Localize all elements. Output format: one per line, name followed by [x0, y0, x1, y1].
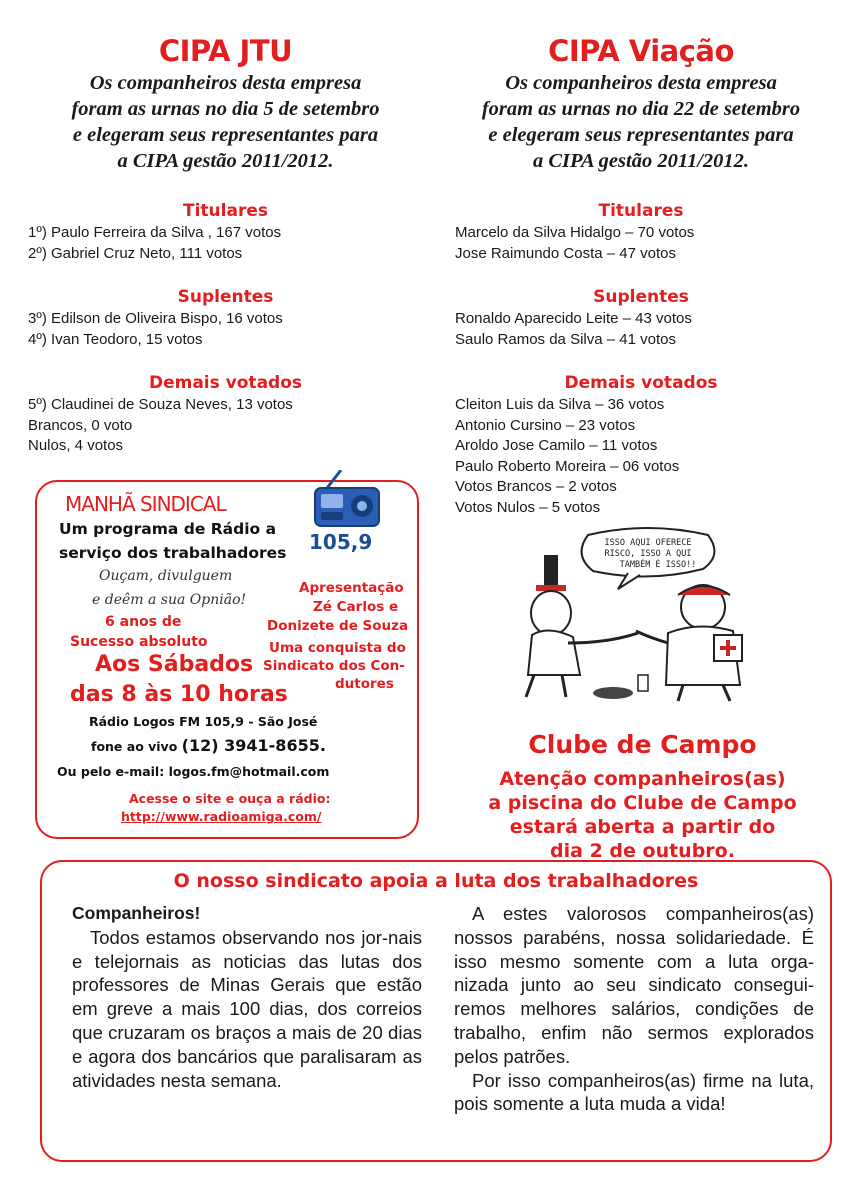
union-support-right-column [454, 902, 814, 1116]
safety-cartoon-illustration [518, 525, 773, 705]
suplentes-heading: Suplentes [593, 287, 689, 307]
radio-subtitle: Um programa de Rádio a [59, 520, 277, 538]
list-item: Brancos, 0 voto [28, 416, 133, 434]
list-item: Jose Raimundo Costa – 47 votos [455, 244, 676, 262]
cipa-viacao-intro [455, 70, 827, 174]
intro-line: a CIPA gestão 2011/2012. [532, 150, 750, 172]
list-item: Antonio Cursino – 23 votos [455, 416, 636, 434]
clube-line: estará aberta a partir do [509, 816, 776, 838]
demais-heading: Demais votados [148, 373, 303, 393]
radio-frequency: 105,9 [309, 530, 373, 554]
intro-line: Os companheiros desta empresa [89, 72, 362, 94]
list-item: Cleiton Luis da Silva – 36 votos [455, 396, 665, 413]
demais-list [28, 395, 293, 457]
radio-handwritten-note: Ouçam, divulguem [99, 568, 233, 584]
union-support-box [40, 860, 832, 1162]
suplentes-list [28, 309, 283, 350]
list-item: Ronaldo Aparecido Leite – 43 votos [455, 310, 692, 327]
radio-conquista-line: Sindicato dos Con- [263, 658, 405, 674]
radio-presenters-line: Zé Carlos e [313, 599, 399, 615]
clube-line: Atenção companheiros(as) [499, 768, 786, 790]
intro-line: foram as urnas no dia 5 de setembro [71, 98, 380, 120]
radio-success-line: 6 anos de [105, 614, 182, 630]
radio-program-title: MANHÃ SINDICAL [65, 492, 226, 516]
radio-hours: das 8 às 10 horas [70, 682, 288, 707]
radio-conquista-line: Uma conquista do [269, 640, 406, 656]
list-item: Aroldo Jose Camilo – 11 votos [455, 437, 658, 454]
list-item: Saulo Ramos da Silva – 41 votos [455, 330, 676, 348]
union-support-title: O nosso sindicato apoia a luta dos trabalhadores [173, 870, 699, 892]
radio-subtitle: serviço dos trabalhadores [59, 544, 287, 562]
radio-presenters-line: Donizete de Souza [267, 618, 409, 634]
intro-line: e elegeram seus representantes para [72, 124, 379, 146]
titulares-heading: Titulares [598, 201, 684, 221]
list-item: Paulo Roberto Moreira – 06 votos [455, 457, 680, 475]
list-item: Votos Brancos – 2 votos [455, 478, 617, 495]
titulares-list [455, 223, 694, 264]
suplentes-heading: Suplentes [177, 287, 274, 307]
intro-line: Os companheiros desta empresa [505, 72, 777, 94]
radio-site-label: Acesse o site e ouça a rádio: [129, 791, 331, 806]
demais-heading: Demais votados [564, 373, 718, 393]
intro-line: foram as urnas no dia 22 de setembro [481, 98, 801, 120]
radio-day: Aos Sábados [95, 652, 254, 677]
cartoon-speech-line: ISSO AQUI OFERECE [604, 538, 692, 548]
cipa-jtu-title: CIPA JTU [158, 34, 293, 68]
cartoon-speech-line: RISCO, ISSO A QUI [604, 549, 692, 559]
clube-notice [440, 767, 845, 863]
intro-line: e elegeram seus representantes para [488, 124, 794, 146]
radio-station-name: Rádio Logos FM 105,9 - São José [89, 714, 318, 729]
radio-handwritten-note: e deêm a sua Opnião! [92, 592, 247, 608]
cartoon-speech-line: TAMBÉM É ISSO!! [619, 560, 697, 570]
radio-phone-number: (12) 3941-8655. [181, 736, 326, 755]
intro-line: a CIPA gestão 2011/2012. [117, 150, 334, 172]
radio-email: Ou pelo e-mail: logos.fm@hotmail.com [57, 764, 330, 779]
list-item: 2º) Gabriel Cruz Neto, 111 votos [28, 244, 243, 262]
list-item: 5º) Claudinei de Souza Neves, 13 votos [28, 396, 293, 413]
cipa-jtu-intro [28, 70, 423, 174]
greeting: Companheiros! [72, 903, 201, 923]
list-item: Marcelo da Silva Hidalgo – 70 votos [455, 224, 695, 241]
paragraph: A estes valorosos companheiros(as) nossos parabéns, nossa solidariedade. É isso mesmo somente com a luta orga-nizada junto ao seu sindicato consegui-remos melhores salários, condições de trabalho, enfim não sermos explorados pelos patrões. [454, 903, 814, 1067]
suplentes-list [455, 309, 692, 350]
list-item: 1º) Paulo Ferreira da Silva , 167 votos [28, 224, 282, 241]
radio-site-link[interactable]: http://www.radioamiga.com/ [121, 809, 322, 824]
demais-list [455, 395, 679, 518]
radio-success-line: Sucesso absoluto [70, 634, 208, 650]
radio-conquista-line: dutores [335, 676, 394, 692]
cipa-viacao-title: CIPA Viação [548, 34, 734, 68]
titulares-list [28, 223, 281, 264]
clube-line: a piscina do Clube de Campo [488, 792, 797, 814]
list-item: 3º) Edilson de Oliveira Bispo, 16 votos [28, 310, 283, 327]
titulares-heading: Titulares [183, 201, 268, 221]
list-item: Votos Nulos – 5 votos [455, 498, 601, 516]
list-item: Nulos, 4 votos [28, 437, 124, 454]
radio-phone-line [91, 736, 326, 755]
radio-program-box [35, 480, 419, 839]
paragraph: Por isso companheiros(as) firme na luta, pois somente a luta muda a vida! [454, 1069, 814, 1115]
paragraph: Todos estamos observando nos jor-nais e telejornais as noticias das lutas dos professores de Minas Gerais que estão em greve a mais 100 dias, dos correios que cruzaram os braços a mais de 20 dias e agora dos bancários que paralisaram as atividades nesta semana. [72, 926, 422, 1091]
union-support-left-column [72, 902, 422, 1092]
clube-line: dia 2 de outubro. [550, 840, 735, 862]
radio-phone-label: fone ao vivo [91, 739, 178, 754]
clube-title: Clube de Campo [528, 730, 757, 759]
list-item: 4º) Ivan Teodoro, 15 votos [28, 330, 203, 348]
radio-presenters-line: Apresentação [299, 580, 404, 596]
